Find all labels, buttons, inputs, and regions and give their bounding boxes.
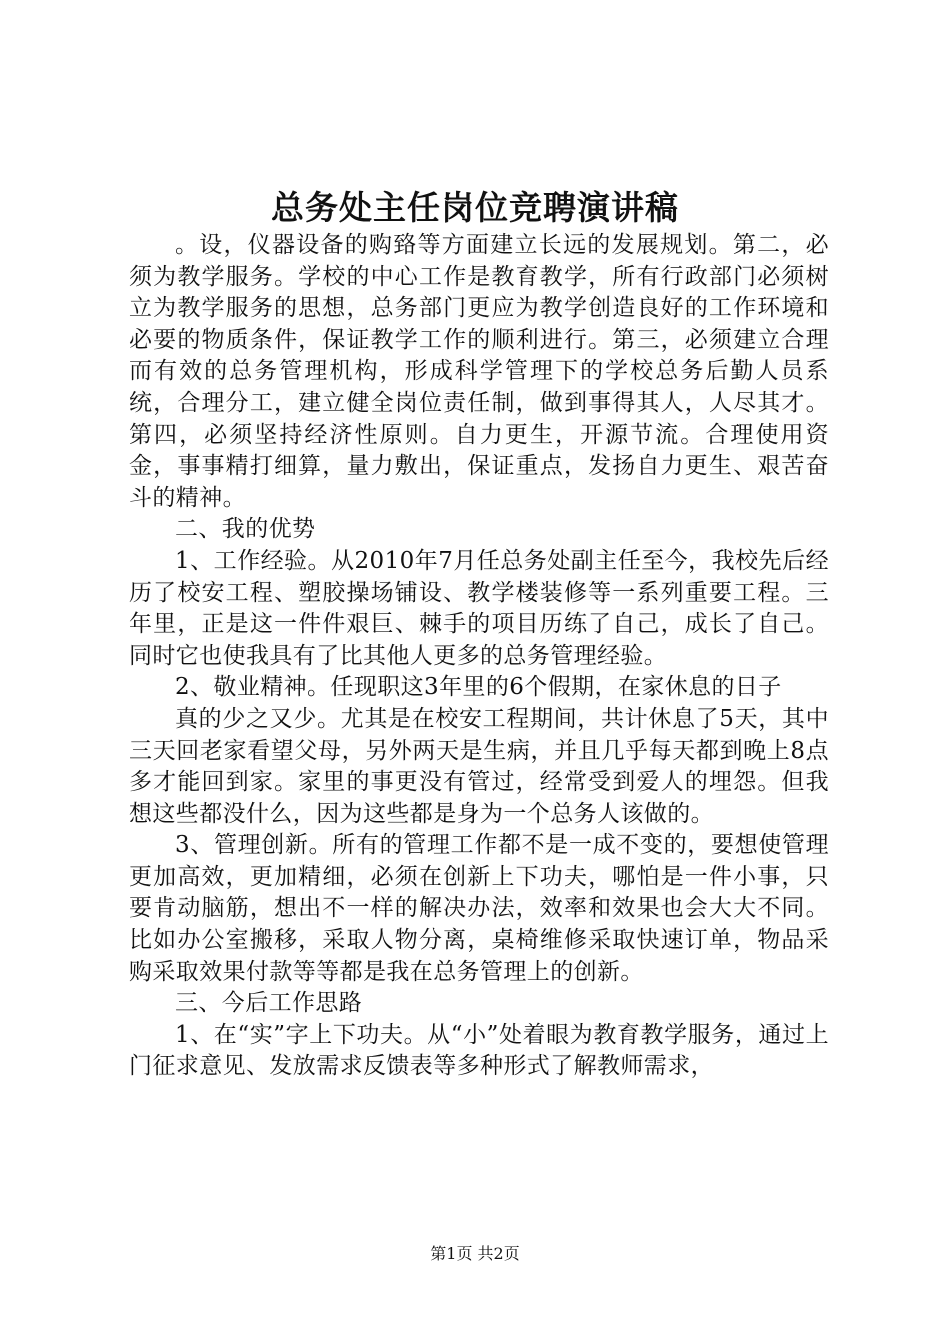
paragraph-dedication: 2、敬业精神。任现职这3年里的6个假期，在家休息的日子	[175, 674, 782, 701]
paragraph-work-experience: 1、工作经验。从2010年7月任总务处副主任至今，我校先后经历了校安工程、塑胶操场铺设、教学楼装修等一系列重要工程。三年里，正是这一件件艰巨、棘手的项目历练了自己，成长了自己。同时它也使我具有了比其他人更多的总务管理经验。	[129, 547, 829, 669]
paragraph-1: 。设，仪器设备的购臵等方面建立长远的发展规划。第二，必须为教学服务。学校的中心工作是教育教学，所有行政部门必须树立为教学服务的思想，总务部门更应为教学创造良好的工作环境和必要的物质条件，保证教学工作的顺利进行。第三，必须建立合理而有效的总务管理机构，形成科学管理下的学校总务后勤人员系统，合理分工，建立健全岗位责任制，做到事得其人，人尽其才。第四，必须坚持经济性原则。自力更生，开源节流。合理使用资金，事事精打细算，量力敷出，保证重点，发扬自力更生、艰苦奋斗的精神。	[129, 232, 829, 511]
page-footer: 第1页 共2页	[430, 1244, 520, 1263]
section-heading-advantages: 二、我的优势	[175, 516, 316, 543]
paragraph-management-innovation: 3、管理创新。所有的管理工作都不是一成不变的，要想使管理更加高效，更加精细，必须在创新上下功夫，哪怕是一件小事，只要肯动脑筋，想出不一样的解决办法，效率和效果也会大大不同。比如办公室搬移，采取人物分离，桌椅维修采取快速订单，物品采购采取效果付款等等都是我在总务管理上的创新。	[129, 832, 829, 985]
paragraph-practical-work: 1、在“实”字上下功夫。从“小”处着眼为教育教学服务，通过上门征求意见、发放需求反馈表等多种形式了解教师需求，	[129, 1021, 829, 1080]
paragraph-dedication-continued: 真的少之又少。尤其是在校安工程期间，共计休息了5天，其中三天回老家看望父母，另外两天是生病，并且几乎每天都到晚上8点多才能回到家。家里的事更没有管过，经常受到爱人的埋怨。但我想这些都没什么，因为这些都是身为一个总务人该做的。	[129, 705, 829, 827]
section-heading-future-work: 三、今后工作思路	[175, 990, 363, 1017]
document-title: 总务处主任岗位竞聘演讲稿	[271, 188, 679, 227]
document-body	[129, 230, 829, 1083]
